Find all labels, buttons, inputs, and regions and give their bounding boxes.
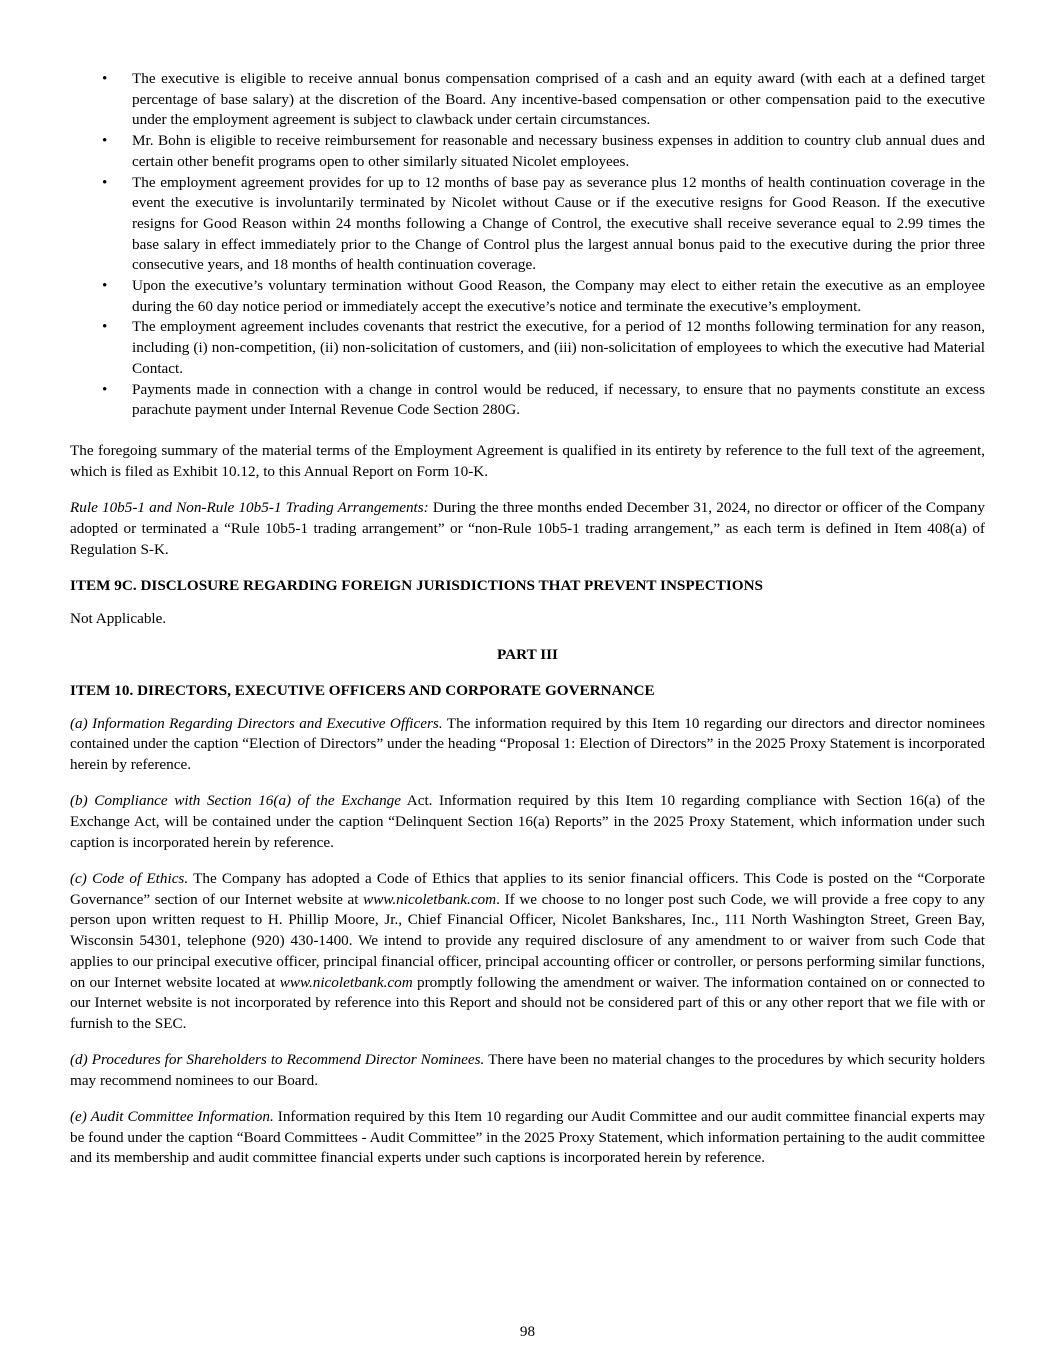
item-10b-text: Act. Information required by this Item 10 regarding compliance with Section 16(a) of the Exchange Act, will be contained under the caption “Delinquent Section 16(a) Reports” in the 2025 Proxy Statement, which information under such caption is incorporated herein by reference. <box>70 792 985 851</box>
item-9c-title: ITEM 9C. DISCLOSURE REGARDING FOREIGN JURISDICTIONS THAT PREVENT INSPECTIONS <box>70 576 764 594</box>
item-10b-paragraph <box>70 791 985 853</box>
bullet-text: Mr. Bohn is eligible to receive reimbursement for reasonable and necessary business expenses in addition to country club annual dues and certain other benefit programs open to other similarly situated Nicolet employees. <box>132 132 985 170</box>
list-item <box>70 173 985 277</box>
part-title: PART III <box>497 645 558 663</box>
item-10e-label: (e) Audit Committee Information. <box>70 1108 274 1126</box>
bullet-icon: • <box>102 70 108 87</box>
bullet-text: Payments made in connection with a change in control would be reduced, if necessary, to ensure that no payments constitute an excess parachute payment under Internal Revenue Code Section 280G. <box>132 380 985 419</box>
bullet-text: Upon the executive’s voluntary termination without Good Reason, the Company may elect to either retain the executive as an employee during the 60 day notice period or immediately accept the executive’s notice and terminate the executive’s employment. <box>132 277 985 315</box>
bullet-text: The employment agreement provides for up to 12 months of base pay as severance plus 12 months of health continuation coverage in the event the executive is involuntarily terminated by Nicolet without Cause or if the executive resigns for Good Reason. If the executive resigns for Good Reason within 24 months following a Change of Control, the executive shall receive severance equal to 2.99 times the base salary in effect immediately prior to the Change of Control plus the largest annual bonus paid to the executive during the prior three consecutive years, and 18 months of health continuation coverage. <box>132 173 985 274</box>
website-link[interactable]: www.nicoletbank.com <box>363 890 497 908</box>
item-10c-text-2: . If we choose to no longer post such Code, we will provide a free copy to any person upon written request to H. Phillip Moore, Jr., Chief Financial Officer, Nicolet Bankshares, Inc., 111 North Washington Street, Green Bay, Wisconsin 54301, telephone (920) 430-1400. We intend to provide any required disclosure of any amendment to or waiver from such Code that applies to our principal executive officer, principal financial officer, principal accounting officer or controller, or persons performing similar functions, on our Internet website located at <box>70 890 986 991</box>
bullet-icon: • <box>102 173 108 191</box>
bullet-icon: • <box>102 132 108 150</box>
list-item <box>70 69 985 131</box>
item-10a-paragraph <box>70 714 985 776</box>
item-10d-text: There have been no material changes to the procedures by which security holders may recommend nominees to our Board. <box>70 1051 985 1089</box>
item-10-title: ITEM 10. DIRECTORS, EXECUTIVE OFFICERS AND CORPORATE GOVERNANCE <box>70 682 655 700</box>
bullet-icon: • <box>102 380 108 398</box>
item-10c-paragraph <box>70 869 985 1035</box>
website-link[interactable]: www.nicoletbank.com <box>279 973 413 991</box>
rule-10b5-text: During the three months ended December 31, 2024, no director or officer of the Company adopted or terminated a “Rule 10b5-1 trading arrangement” or “non-Rule 10b5-1 trading arrangement,” as each term is defined in Item 408(a) of Regulation S-K. <box>70 499 985 558</box>
bullet-icon: • <box>102 318 108 336</box>
bullet-text: The employment agreement includes covenants that restrict the executive, for a period of 12 months following termination for any reason, including (i) non-competition, (ii) non-solicitation of customers, and (iii) non-solicitation of employees to which the executive had Material Contact. <box>132 318 985 377</box>
item-10a-text: The information required by this Item 10 regarding our directors and director nominees contained under the caption “Election of Directors” under the heading “Proposal 1: Election of Directors” in the 2025 Proxy Statement is incorporated herein by reference. <box>70 714 986 774</box>
item-10d-paragraph <box>70 1050 985 1091</box>
employment-terms-list <box>70 69 985 421</box>
item-10a-label: (a) Information Regarding Directors and Executive Officers. <box>70 714 443 732</box>
bullet-icon: • <box>102 277 108 295</box>
item-9c-text: Not Applicable. <box>70 609 167 627</box>
item-10d-label: (d) Procedures for Shareholders to Recommend Director Nominees. <box>70 1051 485 1069</box>
item-10e-paragraph <box>70 1107 985 1169</box>
rule-10b5-heading: Rule 10b5-1 and Non-Rule 10b5-1 Trading Arrangements: <box>70 499 429 517</box>
list-item <box>70 380 985 421</box>
item-10e-text: Information required by this Item 10 regarding our Audit Committee and our audit committee financial experts may be found under the caption “Board Committees - Audit Committee” in the 2025 Proxy Statement, which information pertaining to the audit committee and its membership and audit committee financial experts under such captions is incorporated herein by reference. <box>70 1108 986 1167</box>
item-10c-text-1: The Company has adopted a Code of Ethics that applies to its senior financial officers. This Code is posted on the “Corporate Governance” section of our Internet website at <box>70 870 985 908</box>
list-item <box>70 131 985 172</box>
item-10c-label: (c) Code of Ethics. <box>70 870 189 887</box>
item-10c-text-3: promptly following the amendment or waiver. The information contained on or connected to our Internet website is not incorporated by reference into this Report and should not be considered part of this or any other report that we file with or furnish to the SEC. <box>70 973 986 1032</box>
summary-paragraph: The foregoing summary of the material terms of the Employment Agreement is qualified in its entirety by reference to the full text of the agreement, which is filed as Exhibit 10.12, to this Annual Report on Form 10-K. <box>70 442 985 481</box>
list-item <box>70 317 985 379</box>
item-10b-label: (b) Compliance with Section 16(a) of the Exchange <box>70 792 402 810</box>
rule-10b5-paragraph <box>70 498 985 560</box>
list-item <box>70 276 985 317</box>
page-number: 98 <box>519 1323 536 1340</box>
bullet-text: The executive is eligible to receive annual bonus compensation comprised of a cash and an equity award (with each at a defined target percentage of base salary) at the discretion of the Board. Any incentive-based compensation or other compensation paid to the executive under the employment agreement is subject to clawback under certain circumstances. <box>132 70 985 129</box>
document-page <box>70 69 985 1169</box>
